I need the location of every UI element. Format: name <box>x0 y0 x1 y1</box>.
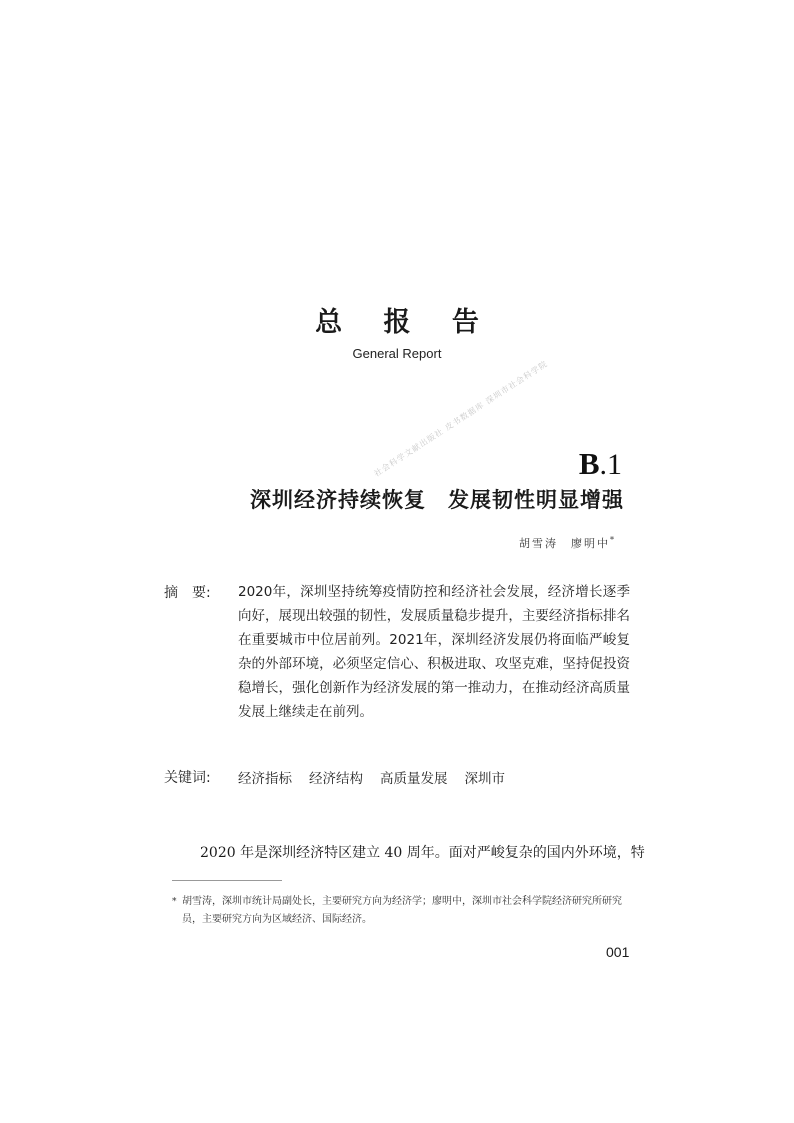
keyword-item: 经济指标 <box>238 771 292 787</box>
chapter-title: 深圳经济持续恢复 发展韧性明显增强 <box>250 488 624 512</box>
keyword-item: 深圳市 <box>464 771 505 787</box>
author-names: 胡雪涛 廖明中 <box>519 537 610 550</box>
keywords-list <box>238 767 505 787</box>
abstract-label: 摘 要: <box>164 585 211 601</box>
chapter-code-letter: B <box>578 446 600 481</box>
keywords-label: 关键词: <box>164 770 211 786</box>
keyword-item: 经济结构 <box>309 771 363 787</box>
page-number: 001 <box>606 944 630 960</box>
abstract-text: 2020年，深圳坚持统筹疫情防控和经济社会发展，经济增长逐季向好，展现出较强的韧性，发展质量稳步提升，主要经济指标排名在重要城市中位居前列。2021年，深圳经济发展仍将面临严峻复杂的外部环境，必须坚定信心、积极进取、攻坚克难，坚持促投资稳增长，强化创新作为经济发展的第一推动力，在推动经济高质量发展上继续走在前列。 <box>238 584 630 720</box>
footnote-mark: * <box>172 897 177 907</box>
footnote-divider <box>172 880 282 881</box>
authors <box>519 535 616 551</box>
watermark-text: 社会科学文献出版社 皮书数据库 深圳市社会科学院 <box>372 359 550 479</box>
section-title: 总 报 告 <box>315 307 495 338</box>
author-footnote-mark[interactable]: * <box>610 535 616 545</box>
chapter-code-number: .1 <box>599 448 622 481</box>
footnote-text: 胡雪涛，深圳市统计局副处长，主要研究方向为经济学；廖明中，深圳市社会科学院经济研究所研究员，主要研究方向为区域经济、国际经济。 <box>182 896 622 925</box>
chapter-code <box>579 446 622 482</box>
body-paragraph: 2020 年是深圳经济特区建立 40 周年。面对严峻复杂的国内外环境，特 <box>200 845 645 861</box>
section-subtitle: General Report <box>352 346 442 361</box>
footnote <box>172 893 628 929</box>
keyword-item: 高质量发展 <box>380 771 448 787</box>
